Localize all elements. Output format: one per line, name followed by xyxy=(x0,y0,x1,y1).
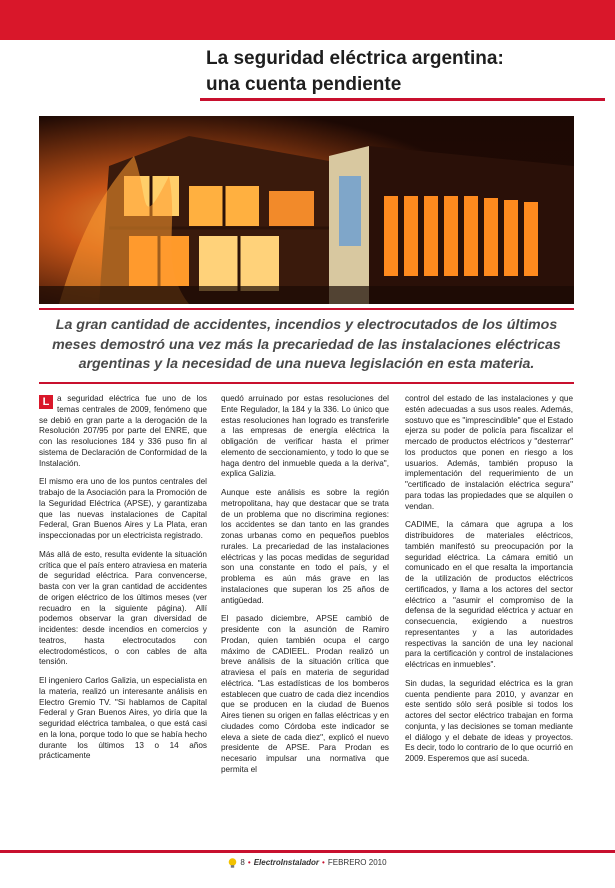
paragraph: El pasado diciembre, APSE cambió de presidente con la asunción de Ramiro Prodan, quien también ocupa el cargo máximo de CADIEEL. Prodan realizó un breve análisis de la situación crítica que atraviesa el país en materia de seguridad eléctrica. "Las estadísticas de los bomberos establecen que cuatro de cada diez incendios que se producen en la ciudad de Buenos Aires tienen su origen en fallas eléctricas y en ciudades como Córdoba este indicador se eleva a siete de cada diez", explicó el nuevo presidente de APSE. Para Prodan es necesario impulsar una normativa que permita el xyxy=(221,614,389,774)
issue-date: FEBRERO 2010 xyxy=(327,858,387,868)
paragraph: El ingeniero Carlos Galizia, un especialista en la materia, realizó un interesante análisis en Electro Gremio TV. "Si hablamos de Capital Federal y Gran Buenos Aires, yo diría que la seguridad eléctrica tambalea, o que está casi en la lona, porque todo lo que se había hecho durante los últimos 13 o 14 años prácticamente xyxy=(39,676,207,761)
separator: • xyxy=(322,858,325,868)
paragraph: L a seguridad eléctrica fue uno de los temas centrales de 2009, fenómeno que se debió en gran parte a la derogación de la Resolución 207/95 por parte del ENRE, que con las resoluciones 184 y 336 puso fin al sistema de Declaración de Conformidad de la Instalación. xyxy=(39,394,207,468)
title-line-2: una cuenta pendiente xyxy=(206,74,402,95)
title-rule xyxy=(200,98,605,101)
paragraph: control del estado de las instalaciones y que estén adecuadas a sus usos reales. Además, sostuvo que es "imprescindible" que el Estado ejerza su poder de policía para fiscalizar el mercado de productos eléctricos y "desterrar" los productos que ponen en riesgo a los usuarios. Además, también propuso la implementación del requerimiento de un "certificado de instalación eléctrica segura" para todas las propiedades que se alquilen o vendan. xyxy=(405,394,573,511)
fire-photo xyxy=(39,116,574,304)
article-title xyxy=(206,46,601,98)
column-1 xyxy=(39,394,207,770)
title-line-1: La seguridad eléctrica argentina: xyxy=(206,48,504,69)
top-color-band xyxy=(0,0,615,40)
lead-rule xyxy=(39,382,574,384)
paragraph: Sin dudas, la seguridad eléctrica es la gran cuenta pendiente para 2010, y avanzar en este sentido sólo será posible si todos los actores del sector eléctrico trabajan en forma conjunta, y las decisiones se toman mediante el diálogo y el debate de ideas y proyectos. Es decir, todo lo contrario de lo que ocurrió en 2009. Esperemos que así suceda. xyxy=(405,678,573,763)
paragraph: Aunque este análisis es sobre la región metropolitana, hay que destacar que se trata de un problema que no discrimina regiones: los accidentes se dan tanto en las grandes zonas urbanas como en pequeños pueblos rurales. La precariedad de las instalaciones eléctricas y las pocas medidas de seguridad son una constante en todo el país, y el problema es aún más grave en las instalaciones que superan los 25 años de antigüedad. xyxy=(221,488,389,605)
page-footer xyxy=(0,858,615,868)
paragraph: CADIME, la cámara que agrupa a los distribuidores de materiales eléctricos, también manifestó su preocupación por la seguridad eléctrica. La cámara emitió un comunicado en el que resalta la importancia de la utilización de productos eléctricos certificados, y llama a los actores del sector eléctrico a "asumir el compromiso de la defensa de la seguridad eléctrica y actuar en consecuencia, exigiendo a nuestros representantes y a las autoridades respectivas la sanción de una ley nacional para la certificación y control de instalaciones eléctricas en inmuebles". xyxy=(405,520,573,669)
paragraph: quedó arruinado por estas resoluciones del Ente Regulador, la 184 y la 336. Lo único que estas resoluciones han logrado es transferirle a las empresas de energía eléctrica la obligación de verificar hasta el primer elemento de seccionamiento, y todo lo que se haga dentro del inmueble queda a la deriva", explica Galizia. xyxy=(221,394,389,479)
paragraph: Más allá de esto, resulta evidente la situación crítica que el país entero atraviesa en materia de seguridad eléctrica. Para convencerse, basta con ver la gran cantidad de accidentes de origen eléctrico de los últimos meses (ver recuadro en la siguiente página). Allí podemos observar la gran diversidad de incidentes: desde incendios en comercios y teatros, hasta electrocutados con electrodomésticos, o con cables de alta tensión. xyxy=(39,549,207,667)
separator: • xyxy=(247,858,251,868)
lead-paragraph: La gran cantidad de accidentes, incendios y electrocutados de los últimos meses demostró una vez más la precariedad de las instalaciones eléctricas argentinas y la necesidad de una nueva legislación en esta materia. xyxy=(52,317,561,372)
paragraph: El mismo era uno de los puntos centrales del trabajo de la Asociación para la Promoción de la Seguridad Eléctrica (APSE), y garantizaba que las nuevas instalaciones de Capital Federal, Gran Buenos Aires y La Plata, eran inspeccionadas por un electricista registrado. xyxy=(39,477,207,540)
burning-building-image xyxy=(39,116,574,304)
photo-rule xyxy=(39,308,574,310)
column-3 xyxy=(405,394,573,773)
drop-cap: L xyxy=(39,395,53,409)
magazine-brand: ElectroInstalador xyxy=(253,858,320,868)
lightbulb-icon xyxy=(228,858,237,868)
bottom-rule xyxy=(0,850,615,853)
page-number: 8 xyxy=(240,858,245,868)
column-2 xyxy=(221,394,389,784)
